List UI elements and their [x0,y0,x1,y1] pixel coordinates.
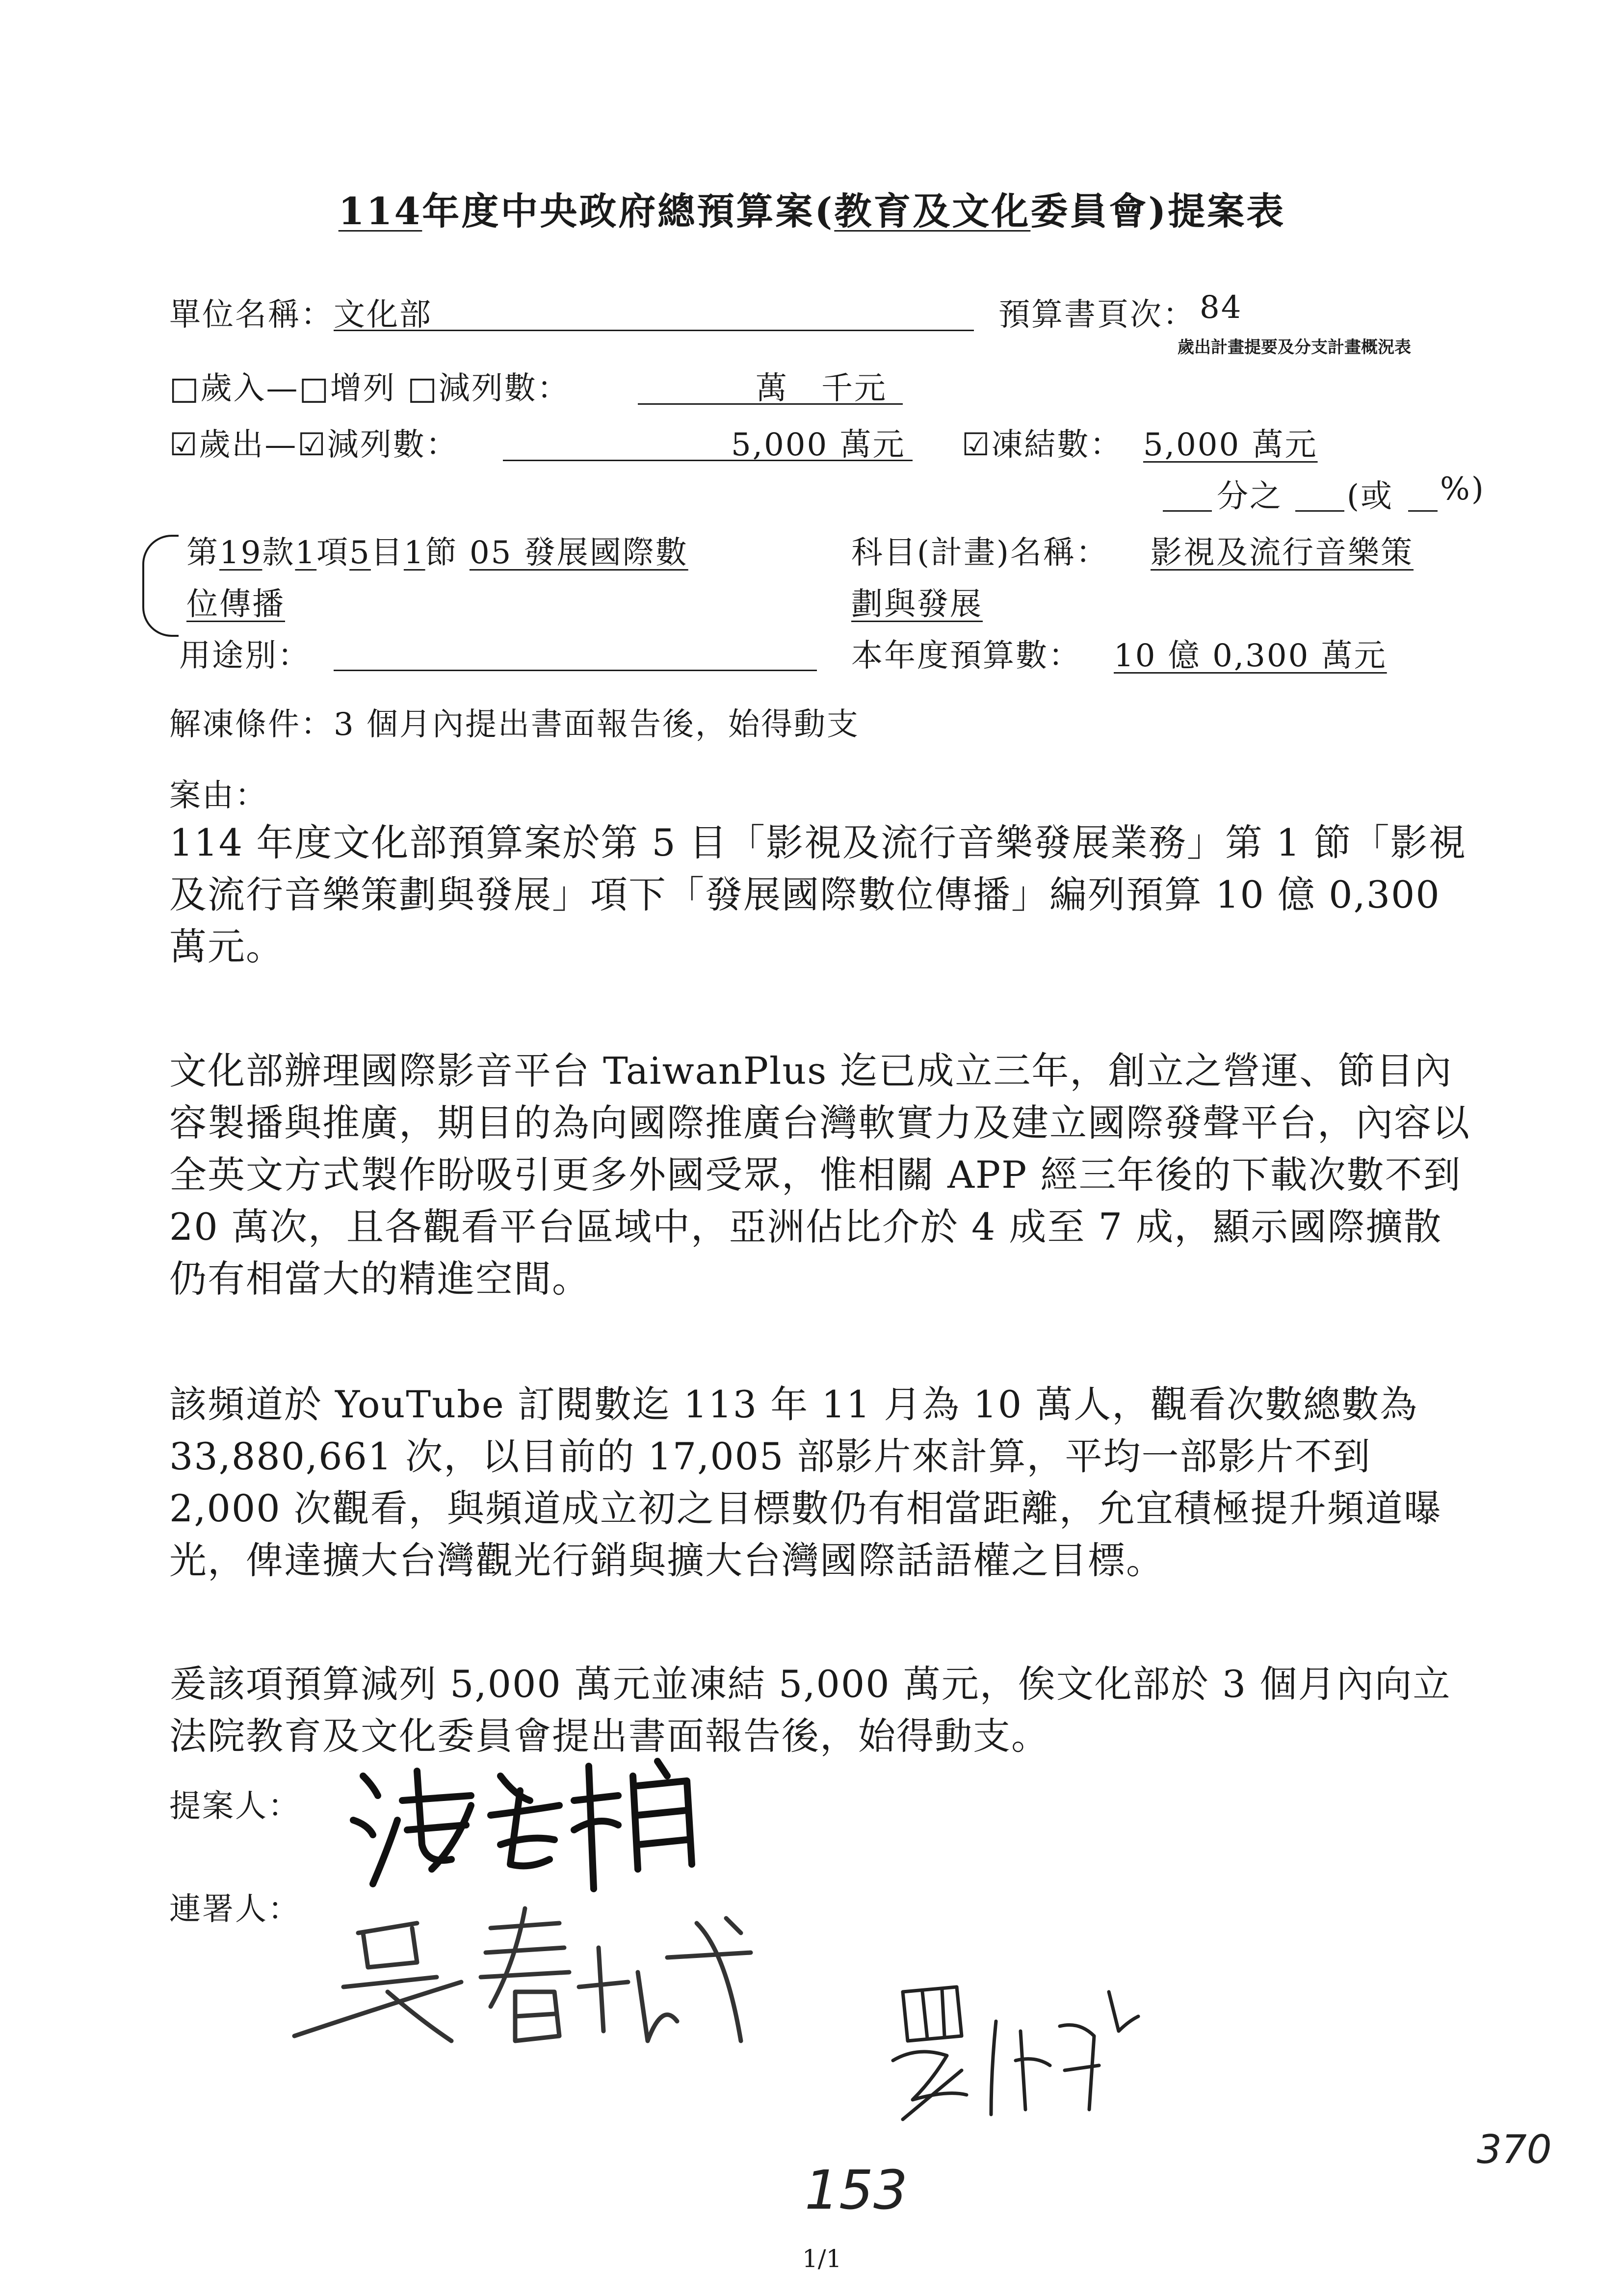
page-note: 歲出計畫提要及分支計畫概況表 [1178,338,1411,357]
revenue-line: □歲入—□增列 □減列數： [169,370,570,407]
page-value: 84 [1200,289,1243,326]
ratio-pct: %) [1440,471,1485,507]
freeze-label: ☑凍結數： [962,427,1123,463]
cosigner-label: 連署人： [169,1891,301,1928]
revenue-underline [638,403,903,405]
document-title [0,182,1624,235]
reason-label: 案由： [169,778,268,814]
item-xiang: 1 [295,535,317,571]
item-mu: 5 [349,535,371,571]
item-prefix: 第 [186,535,219,571]
ratio-blank-3 [1408,510,1438,512]
title-part2: 委員會)提案表 [1030,189,1286,233]
proposer-label: 提案人： [169,1788,301,1825]
ratio-or: (或 [1347,478,1393,515]
expense-amount: 5,000 萬元 [731,427,906,463]
budget-value: 10 億 0,300 萬元 [1114,638,1387,674]
usage-underline [334,670,817,671]
item-name-2: 位傳播 [186,586,285,623]
cosigner-signature-1 [285,1894,765,2056]
reason-paragraph-3: 該頻道於 YouTube 訂閱數迄 113 年 11 月為 10 萬人，觀看次數總數為 33,880,661 次，以目前的 17,005 部影片來計算，平均一部影片不到 2,000 次觀看，與頻道成立初之目標數仍有相當距離，允宜積極提升頻道曝光，俾達擴大台灣觀光行銷與擴大台灣國際話語權之目標。 [169,1383,1442,1582]
left-brace [142,535,179,637]
ratio-blank-1 [1163,510,1212,512]
item-jie: 1 [403,535,425,571]
reason-paragraph-2: 文化部辦理國際影音平台 TaiwanPlus 迄已成立三年，創立之營運、節目內容製播與推廣，期目的為向國際推廣台灣軟實力及建立國際發聲平台，內容以全英文方式製作盼吸引更多外國受眾，惟相關 APP 經三年後的下載次數不到 20 萬次，且各觀看平台區域中，亞洲佔比介於 4 成至 7 成，顯示國際擴散仍有相當大的精進空間。 [169,1049,1470,1301]
revenue-amount: 萬 千元 [756,370,887,407]
subject-label: 科目(計畫)名稱： [851,535,1109,571]
item-mu-label: 目 [370,535,404,571]
ratio-text: 分之 [1217,478,1283,515]
subject-value-2: 劃與發展 [851,586,983,623]
unfreeze-condition: 解凍條件：3 個月內提出書面報告後，始得動支 [169,706,860,743]
item-kuan-label: 款 [262,535,295,571]
handwritten-page-count: 153 [805,2159,908,2221]
reason-paragraph-1: 114 年度文化部預算案於第 5 目「影視及流行音樂發展業務」第 1 節「影視及流行音樂策劃與發展」項下「發展國際數位傳播」編列預算 10 億 0,300 萬元。 [169,821,1467,968]
item-xiang-label: 項 [316,535,350,571]
handwritten-page-mark: 370 [1477,2127,1552,2172]
usage-label: 用途別： [179,638,311,674]
freeze-value: 5,000 萬元 [1143,427,1318,463]
unit-underline [334,330,974,331]
title-part1: 年度中央政府總預算案( [422,189,835,233]
footer-page-number: 1/1 [802,2244,842,2273]
subject-value-1: 影視及流行音樂策 [1151,535,1414,571]
reason-paragraph-4: 爰該項預算減列 5,000 萬元並凍結 5,000 萬元，俟文化部於 3 個月內向立法院教育及文化委員會提出書面報告後，始得動支。 [169,1662,1451,1758]
item-jie-label: 節 [425,535,458,571]
proposer-signature [343,1747,726,1899]
ratio-blank-2 [1295,510,1344,512]
expense-line: ☑歲出—☑減列數： [169,427,459,463]
item-kuan: 19 [219,535,262,571]
unit-label: 單位名稱： [169,297,334,333]
cosigner-signature-2 [873,1972,1148,2129]
expense-underline [503,460,913,461]
page-label: 預算書頁次： [998,297,1196,333]
item-line-1 [186,527,688,573]
item-name-1: 05 發展國際數 [469,535,688,571]
title-year: 114 [338,189,422,233]
budget-label: 本年度預算數： [851,638,1081,674]
title-committee: 教育及文化 [834,189,1031,233]
unit-value: 文化部 [334,297,432,333]
